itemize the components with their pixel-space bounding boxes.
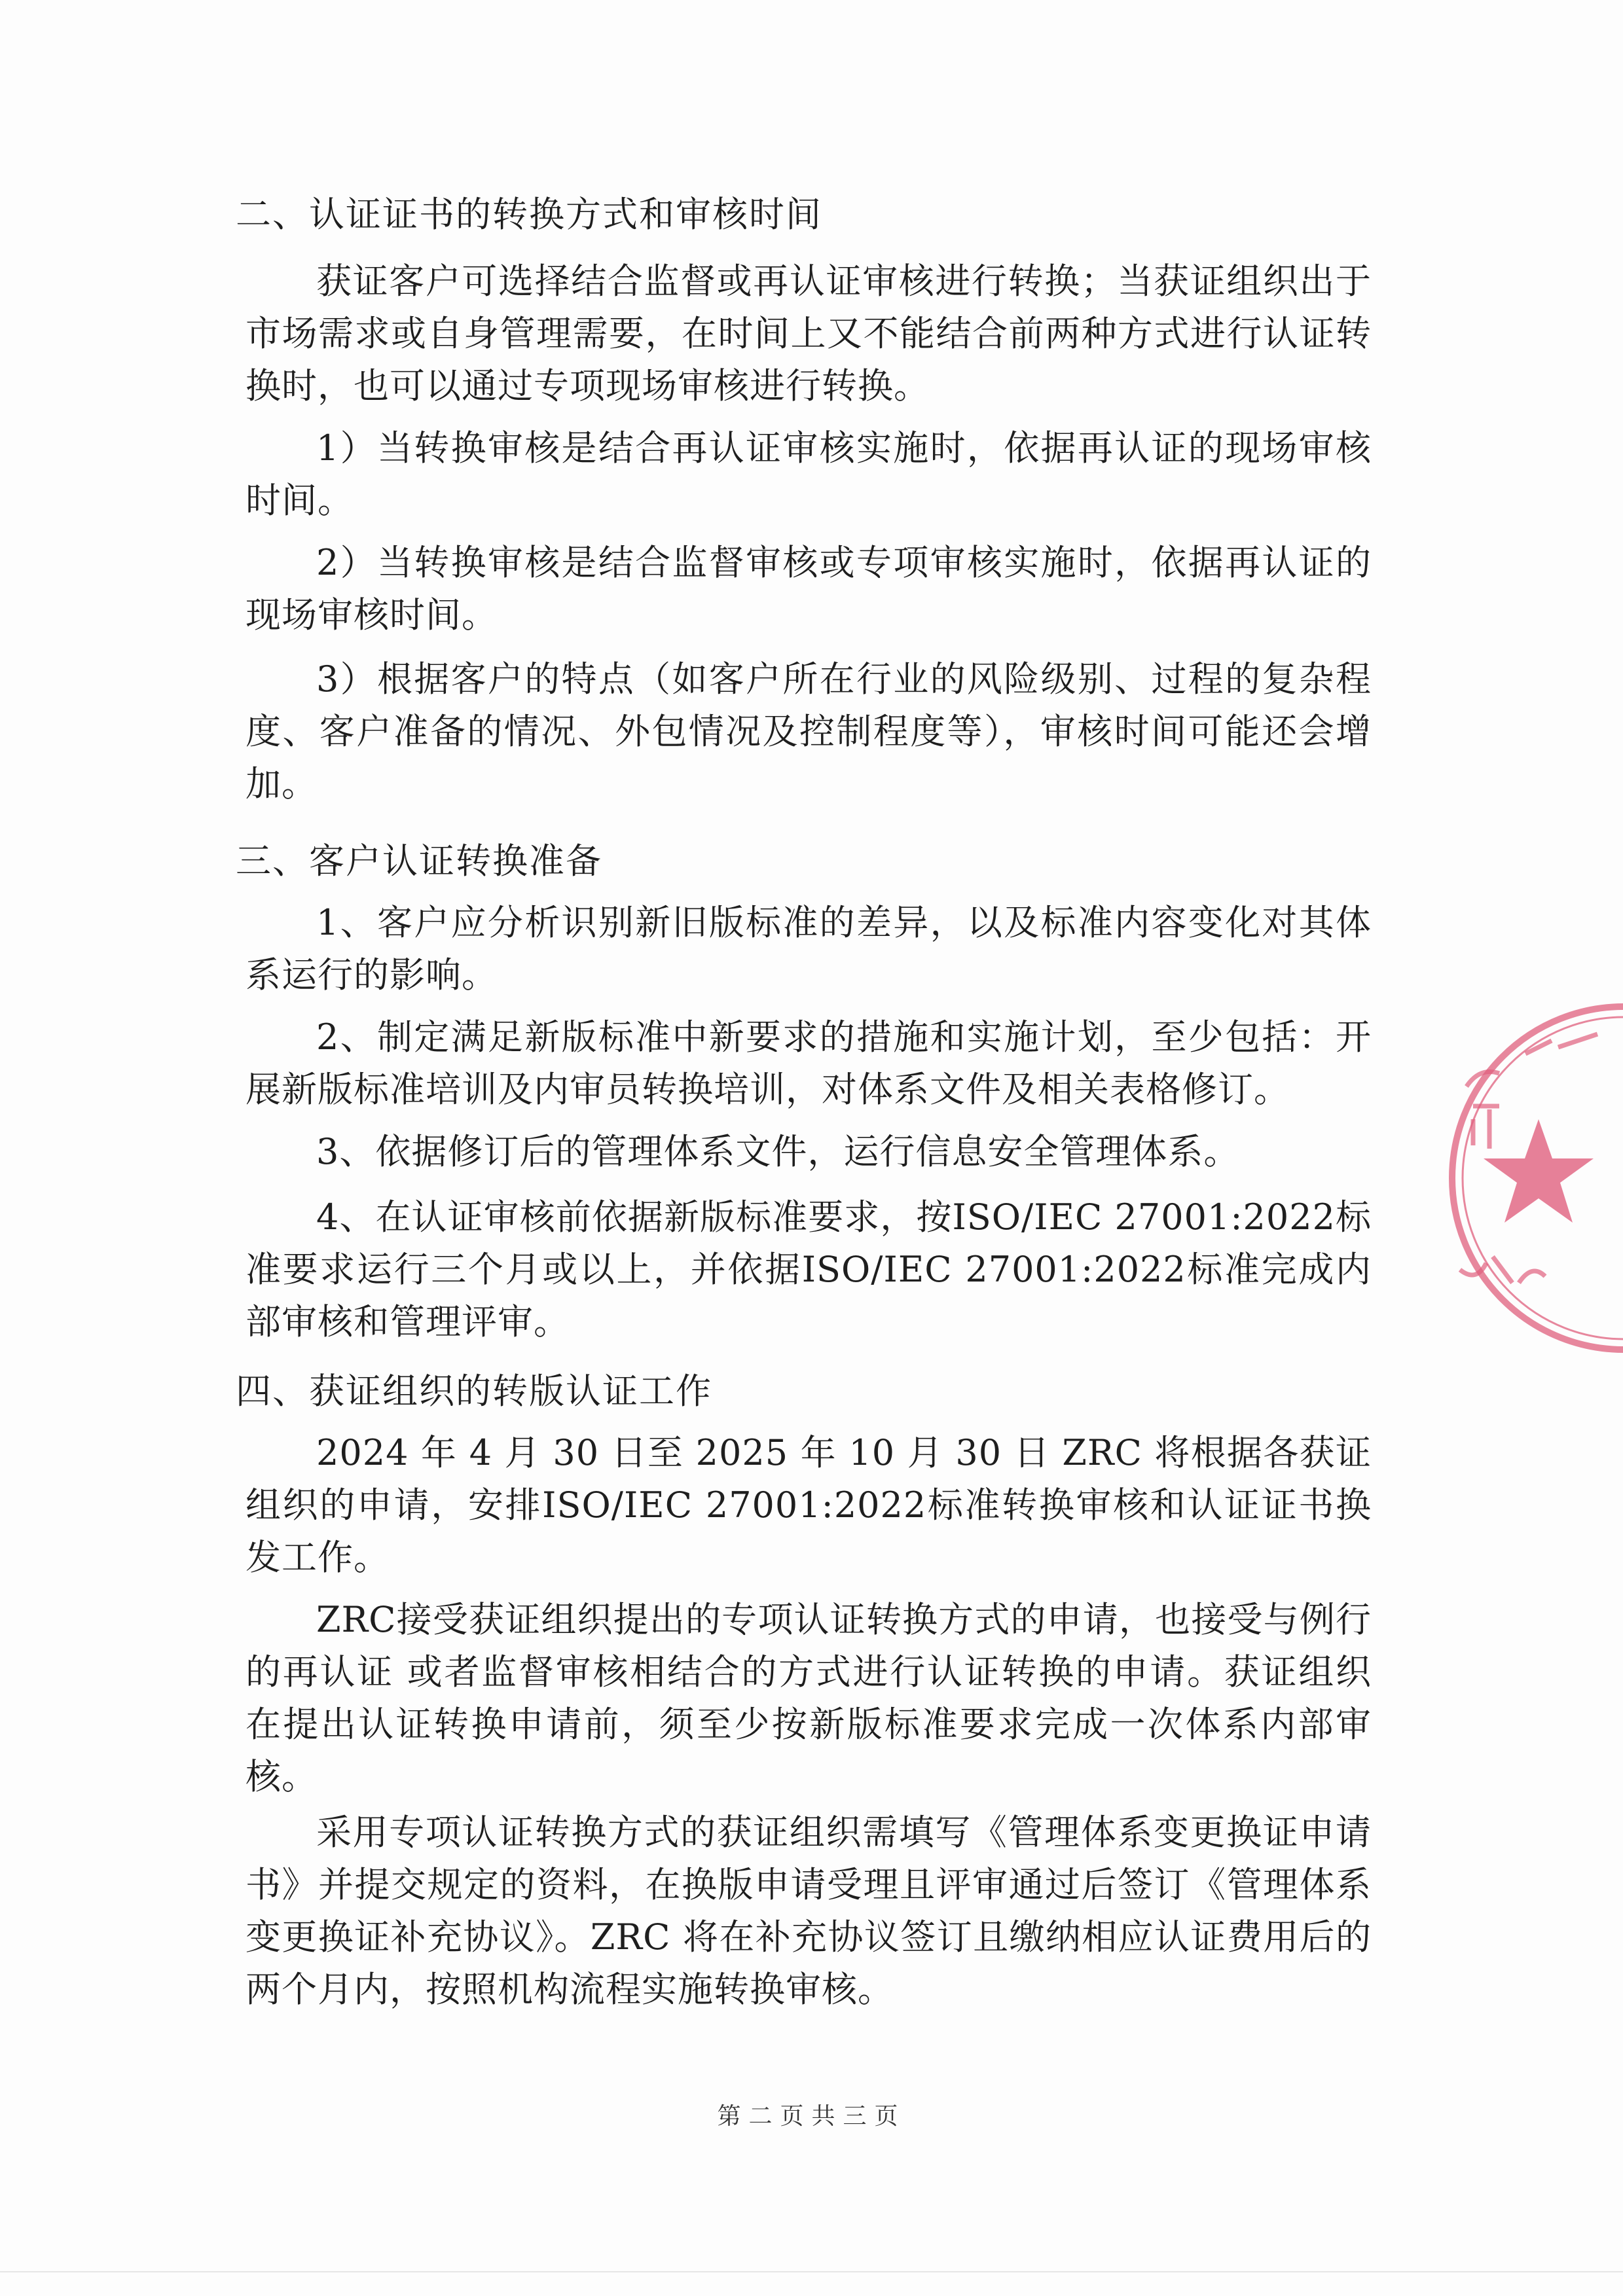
paragraph: 2024 年 4 月 30 日至 2025 年 10 月 30 日 ZRC 将根据各获证组织的申请，安排ISO/IEC 27001:2022标准转换审核和认证证书换发工作。 <box>246 1432 1372 1578</box>
section-heading-4: 四、获证组织的转版认证工作 <box>236 1371 712 1412</box>
paragraph: 2）当转换审核是结合监督审核或专项审核实施时，依据再认证的现场审核时间。 <box>246 542 1372 636</box>
paragraph: 3、依据修订后的管理体系文件，运行信息安全管理体系。 <box>316 1131 1240 1172</box>
page-footer: 第二页共三页 <box>717 2103 906 2130</box>
paragraph: 1、客户应分析识别新旧版标准的差异，以及标准内容变化对其体系运行的影响。 <box>246 902 1372 996</box>
company-seal <box>1427 995 1623 1361</box>
paragraph: 获证客户可选择结合监督或再认证审核进行转换；当获证组织出于市场需求或自身管理需要，在时间上又不能结合前两种方式进行认证转换时，也可以通过专项现场审核进行转换。 <box>246 260 1372 406</box>
seal-star-icon <box>1484 1119 1594 1223</box>
paragraph: 3）根据客户的特点（如客户所在行业的风险级别、过程的复杂程度、客户准备的情况、外包情况及控制程度等），审核时间可能还会增加。 <box>246 658 1372 804</box>
scan-edge-divider <box>0 2271 1623 2272</box>
paragraph: ZRC接受获证组织提出的专项认证转换方式的申请，也接受与例行的再认证 或者监督审核相结合的方式进行认证转换的申请。获证组织在提出认证转换申请前，须至少按新版标准要求完成一次体系内部审核。 <box>246 1599 1372 1797</box>
paragraph: 4、在认证审核前依据新版标准要求，按ISO/IEC 27001:2022标准要求运行三个月或以上，并依据ISO/IEC 27001:2022标准完成内部审核和管理评审。 <box>246 1196 1372 1342</box>
section-heading-2: 二、认证证书的转换方式和审核时间 <box>236 194 822 235</box>
section-heading-3: 三、客户认证转换准备 <box>236 840 602 882</box>
paragraph: 1）当转换审核是结合再认证审核实施时，依据再认证的现场审核时间。 <box>246 427 1372 521</box>
paragraph: 2、制定满足新版标准中新要求的措施和实施计划，至少包括：开展新版标准培训及内审员转换培训，对体系文件及相关表格修订。 <box>246 1016 1372 1110</box>
paragraph: 采用专项认证转换方式的获证组织需填写《管理体系变更换证申请书》并提交规定的资料，在换版申请受理且评审通过后签订《管理体系变更换证补充协议》。ZRC 将在补充协议签订且缴纳相应认证费用后的两个月内，按照机构流程实施转换审核。 <box>246 1812 1372 2010</box>
